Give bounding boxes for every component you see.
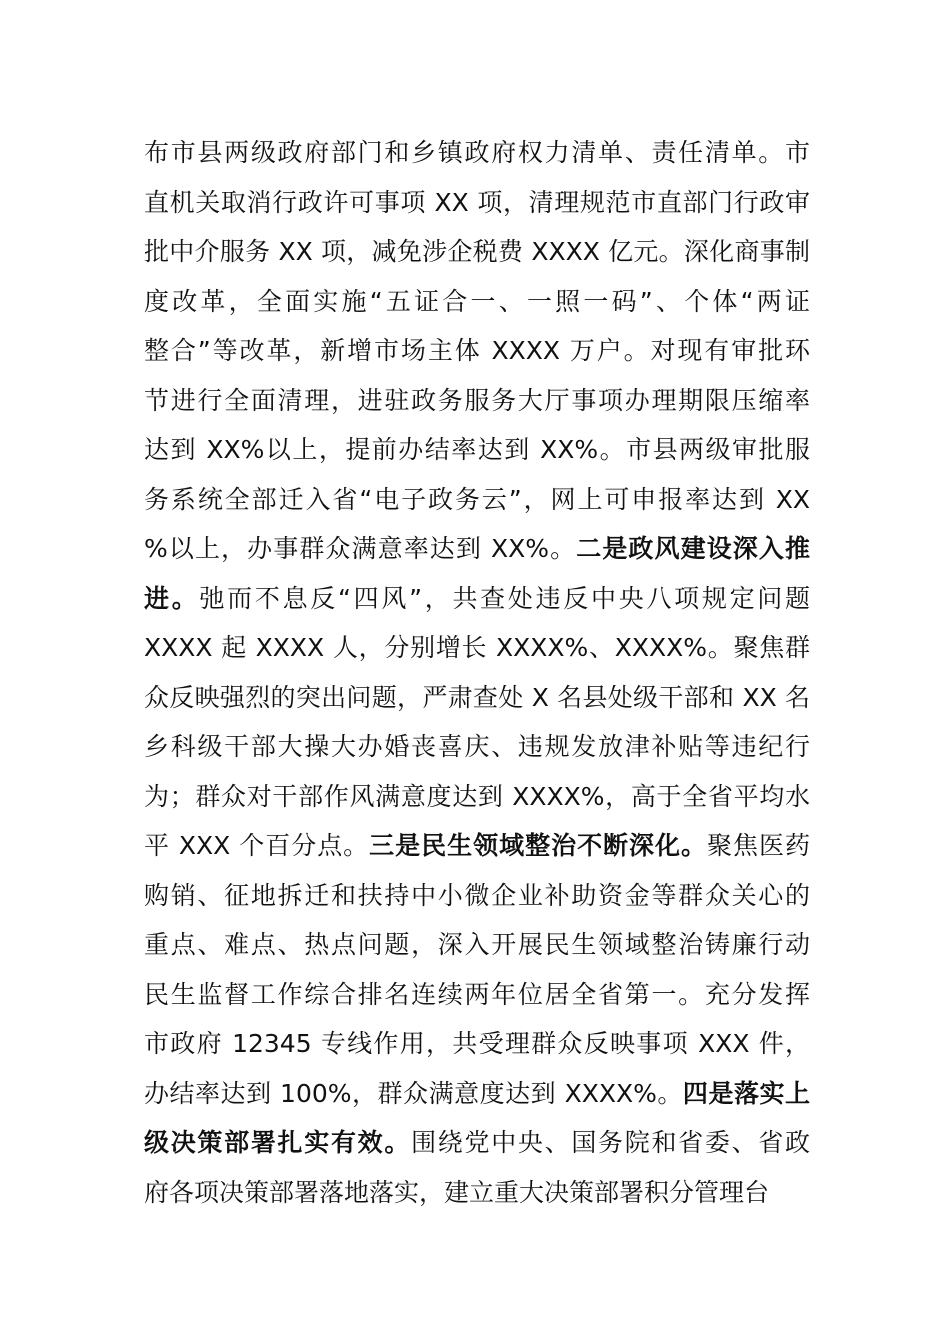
text-line	[144, 673, 810, 723]
text-segment: 聚焦医药	[707, 831, 810, 860]
text-segment: 度改革，全面实施“五证合一、一照一码”、个体“两证	[144, 286, 810, 316]
text-segment: 平 XXX 个百分点。	[144, 831, 370, 860]
text-segment: XXXX 起 XXXX 人，分别增长 XXXX%、XXXX%。聚焦群	[144, 633, 810, 662]
text-segment: 批中介服务 XX 项，减免涉企税费 XXXX 亿元。深化商事制	[144, 237, 810, 266]
text-line	[144, 178, 810, 228]
text-segment: 节进行全面清理，进驻政务服务大厅事项办理期限压缩率	[144, 385, 810, 415]
text-line	[144, 376, 810, 426]
text-line	[144, 574, 810, 624]
text-segment: 市政府 12345 专线作用，共受理群众反映事项 XXX 件，	[144, 1029, 810, 1058]
text-line	[144, 1069, 810, 1119]
bold-heading-text: 三是民生领域整治不断深化。	[369, 831, 708, 860]
text-line	[144, 277, 810, 327]
text-segment: 围绕党中央、国务院和省委、省政	[411, 1128, 810, 1157]
text-segment: %以上，办事群众满意率达到 XX%。	[144, 534, 577, 563]
text-segment: 布市县两级政府部门和乡镇政府权力清单、责任清单。市	[144, 138, 810, 167]
text-segment: 达到 XX%以上，提前办结率达到 XX%。市县两级审批服	[144, 435, 810, 464]
text-line	[144, 623, 810, 673]
text-line	[144, 1019, 810, 1069]
text-line	[144, 425, 810, 475]
text-segment: 民生监督工作综合排名连续两年位居全省第一。充分发挥	[144, 979, 810, 1009]
bold-heading-text: 四是落实上	[682, 1078, 810, 1108]
body-paragraph	[144, 128, 810, 1217]
text-line	[144, 326, 810, 376]
text-segment: 购销、征地拆迁和扶持中小微企业补助资金等群众关心的	[144, 880, 810, 910]
bold-heading-text: 级决策部署扎实有效。	[144, 1128, 412, 1157]
text-line	[144, 722, 810, 772]
bold-heading-text: 二是政风建设深入推	[576, 534, 810, 563]
text-segment: 整合”等改革，新增市场主体 XXXX 万户。对现有审批环	[144, 336, 810, 365]
text-segment: 乡科级干部大操大办婚丧喜庆、违规发放津补贴等违纪行	[144, 732, 810, 761]
text-segment: 为；群众对干部作风满意度达到 XXXX%，高于全省平均水	[144, 781, 810, 811]
text-line	[144, 772, 810, 822]
text-line	[144, 524, 810, 574]
text-line	[144, 871, 810, 921]
text-line	[144, 1118, 810, 1168]
text-line	[144, 920, 810, 970]
text-segment: 直机关取消行政许可事项 XX 项，清理规范市直部门行政审	[144, 187, 810, 217]
text-segment: 府各项决策部署落地落实，建立重大决策部署积分管理台	[144, 1177, 770, 1207]
text-line	[144, 1168, 810, 1218]
text-segment: 办结率达到 100%，群众满意度达到 XXXX%。	[144, 1078, 683, 1108]
bold-heading-text: 进。	[144, 583, 200, 613]
text-segment: 重点、难点、热点问题，深入开展民生领域整治铸廉行动	[144, 930, 810, 959]
text-segment: 众反映强烈的突出问题，严肃查处 X 名县处级干部和 XX 名	[144, 682, 810, 712]
text-line	[144, 821, 810, 871]
text-line	[144, 128, 810, 178]
text-line	[144, 475, 810, 525]
text-segment: 务系统全部迁入省“电子政务云”，网上可申报率达到 XX	[144, 484, 810, 514]
text-segment: 弛而不息反“四风”，共查处违反中央八项规定问题	[199, 583, 810, 613]
text-line	[144, 227, 810, 277]
text-line	[144, 970, 810, 1020]
